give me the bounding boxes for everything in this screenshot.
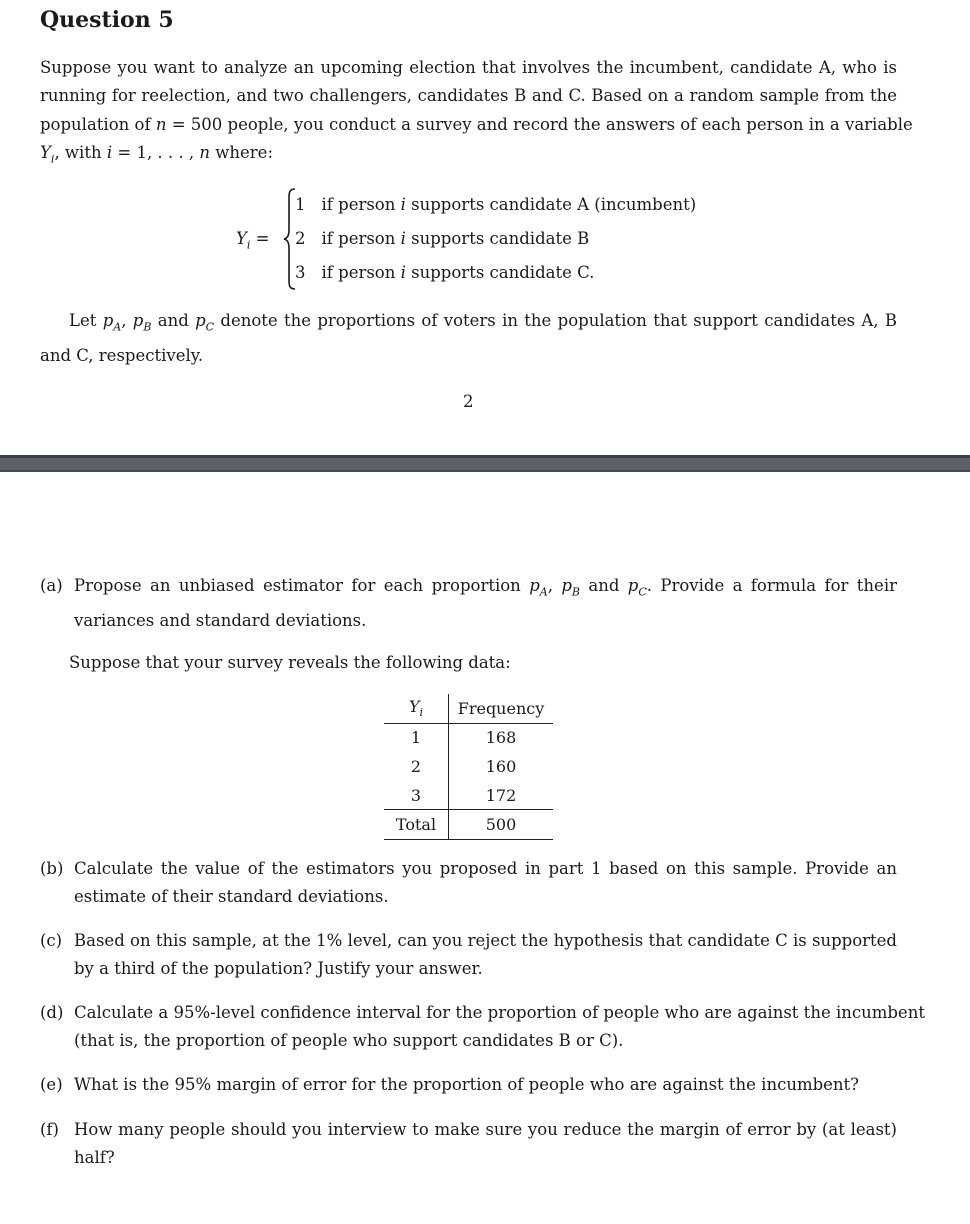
case-var: i (400, 263, 406, 282)
var-pb: p (132, 311, 144, 330)
part-f-text (74, 1116, 897, 1173)
page-divider (0, 455, 970, 472)
var-y: Y (40, 143, 51, 163)
table-row (384, 723, 553, 752)
intro-line-3-post: = 500 people, you conduct a survey and record the answers of each person in a variable (166, 114, 913, 134)
case-post: supports candidate B (405, 229, 590, 248)
part-f-line-2: half? (74, 1148, 115, 1168)
case-post: supports candidate C. (405, 263, 595, 282)
case-row-3 (295, 263, 594, 283)
cases-lhs-eq: = (250, 229, 270, 248)
page-number: 2 (463, 392, 474, 411)
case-num: 3 (295, 263, 306, 282)
let-line-2: and C, respectively. (40, 345, 204, 365)
part-a-line-1 (74, 572, 897, 607)
part-b-label: (b) (40, 859, 64, 878)
var-pc: p (627, 576, 639, 595)
intro-line-3 (40, 111, 913, 139)
part-a-label: (a) (40, 576, 63, 595)
survey-intro: Suppose that your survey reveals the following data: (69, 653, 511, 672)
part-b-text (74, 855, 897, 912)
intro-line-4 (40, 139, 897, 174)
table-cell-freq: 160 (485, 756, 517, 776)
case-post: supports candidate A (incumbent) (405, 195, 697, 214)
frequency-table (384, 694, 553, 840)
part-f-label: (f) (40, 1120, 59, 1139)
part-e-label: (e) (40, 1075, 63, 1094)
case-var: i (400, 195, 406, 214)
part-f-line-1: How many people should you interview to make sure you reduce the margin of error by (at least) (74, 1120, 897, 1139)
part-c-text (74, 927, 897, 984)
part-b-line-1: Calculate the value of the estimators you proposed in part 1 based on this sample. Provide an (74, 859, 897, 878)
table-cell-freq: 172 (485, 785, 517, 805)
let-post: denote the proportions of voters in the population that support candidates A, B (214, 311, 897, 330)
var-n: n (155, 114, 167, 134)
var-pb: p (561, 576, 572, 595)
part-c-line-1: Based on this sample, at the 1% level, can you reject the hypothesis that candidate C is supported (74, 931, 897, 950)
part-a-line-2: variances and standard deviations. (74, 610, 367, 630)
table-header-row (384, 694, 553, 723)
part-d-line-2: (that is, the proportion of people who support candidates B or C). (74, 1031, 624, 1051)
let-sep: , (121, 311, 133, 330)
part-d-line-1: Calculate a 95%-level confidence interval for the proportion of people who are against the incumbent (74, 1003, 925, 1022)
case-var: i (400, 229, 406, 248)
part-b-line-2: estimate of their standard deviations. (74, 887, 389, 907)
var-pb-sub: B (143, 320, 152, 334)
intro-line-1: Suppose you want to analyze an upcoming election that involves the incumbent, candidate A, who is (40, 58, 897, 77)
part-a-pre: Propose an unbiased estimator for each proportion (74, 576, 530, 595)
part-a-post: . Provide a formula for their (646, 576, 897, 595)
table-row (384, 752, 553, 781)
table-total-label: Total (384, 810, 449, 840)
part-e-line-1: What is the 95% margin of error for the proportion of people who are against the incumbent? (74, 1075, 860, 1094)
part-e-text (74, 1071, 897, 1099)
part-d-text (74, 999, 925, 1056)
var-pa: p (529, 576, 540, 595)
question-title: Question 5 (40, 7, 174, 33)
table-total-value: 500 (449, 810, 554, 840)
case-pre: if person (321, 263, 401, 282)
table-cell-y: 2 (384, 752, 449, 781)
case-pre: if person (321, 229, 401, 248)
let-paragraph (40, 307, 897, 370)
cases-lhs-sub: i (246, 238, 251, 252)
intro-paragraph (40, 54, 913, 174)
intro-line-4-end: where: (210, 143, 274, 163)
let-pre: Let (69, 311, 103, 330)
table-cell-y: 3 (384, 781, 449, 810)
part-c-label: (c) (40, 931, 63, 950)
case-pre: if person (321, 195, 401, 214)
part-c-line-2: by a third of the population? Justify your answer. (74, 959, 483, 979)
cases-lhs (236, 229, 270, 255)
case-row-2 (295, 229, 589, 249)
intro-line-4-eq: = 1, . . . , (112, 143, 200, 163)
let-and: and (151, 311, 196, 330)
header-y-var: Y (408, 697, 420, 717)
intro-line-4-mid: , with (54, 143, 107, 163)
header-y-sub: i (419, 706, 424, 720)
var-n-2: n (199, 143, 211, 163)
part-a-sep: , (547, 576, 562, 595)
var-pa: p (102, 311, 114, 330)
table-row (384, 781, 553, 810)
part-d-label: (d) (40, 1003, 64, 1022)
cases-lhs-var: Y (236, 229, 247, 248)
table-cell-freq: 168 (485, 728, 517, 748)
part-a-and: and (579, 576, 628, 595)
var-pc-sub: C (205, 320, 215, 334)
var-pc: p (195, 311, 206, 330)
var-pc-sub: C (638, 585, 647, 599)
intro-line-3-pre: population of (40, 114, 156, 134)
table-cell-y: 1 (384, 723, 449, 752)
table-header-y (384, 694, 449, 723)
case-num: 2 (295, 229, 306, 248)
intro-line-2: running for reelection, and two challengers, candidates B and C. Based on a random sample from the (40, 86, 897, 106)
case-num: 1 (295, 195, 306, 214)
var-pb-sub: B (571, 585, 580, 599)
var-pa-sub: A (113, 320, 122, 334)
let-line-1 (40, 307, 897, 342)
case-row-1 (295, 195, 696, 215)
var-i: i (106, 143, 113, 163)
var-y-sub: i (50, 152, 55, 166)
part-a-text (74, 572, 897, 635)
var-pa-sub: A (539, 585, 548, 599)
table-total-row (384, 810, 553, 840)
table-header-frequency: Frequency (449, 694, 554, 723)
